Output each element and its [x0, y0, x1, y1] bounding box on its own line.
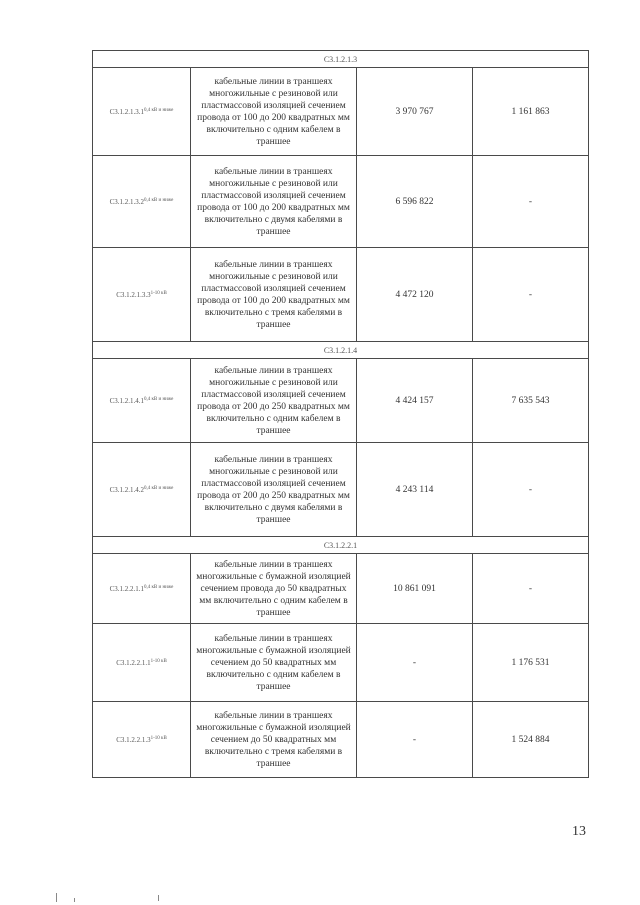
- table-row: [93, 554, 589, 624]
- row-value-2: -: [473, 248, 589, 342]
- row-code: $С3.1.2.2.1.3^{1-10 кВ}$: [93, 702, 191, 778]
- group-header: С3.1.2.1.3: [93, 51, 589, 68]
- row-value-1: 4 243 114: [357, 443, 473, 537]
- table-row: [93, 248, 589, 342]
- row-value-1: 10 861 091: [357, 554, 473, 624]
- row-value-1: -: [357, 624, 473, 702]
- row-description: кабельные линии в траншеях многожильные с резиновой или пластмассовой изоляцией сечением провода от 200 до 250 квадратных мм включительно с одним кабелем в траншее: [191, 359, 357, 443]
- row-description: кабельные линии в траншеях многожильные с резиновой или пластмассовой изоляцией сечением провода от 100 до 200 квадратных мм включительно с одним кабелем в траншее: [191, 68, 357, 156]
- row-value-1: -: [357, 702, 473, 778]
- page-number: 13: [572, 824, 586, 839]
- table-row: [93, 156, 589, 248]
- table-row: [93, 624, 589, 702]
- row-description: кабельные линии в траншеях многожильные с резиновой или пластмассовой изоляцией сечением провода от 100 до 200 квадратных мм включительно с двумя кабелями в траншее: [191, 156, 357, 248]
- table-row: [93, 443, 589, 537]
- row-code: $С3.1.2.2.1.1^{0,4 кВ и ниже}$: [93, 554, 191, 624]
- row-value-1: 3 970 767: [357, 68, 473, 156]
- row-value-2: 1 524 884: [473, 702, 589, 778]
- row-code: $С3.1.2.1.4.2^{0,4 кВ и ниже}$: [93, 443, 191, 537]
- row-code: $С3.1.2.1.3.1^{0,4 кВ и ниже}$: [93, 68, 191, 156]
- row-description: кабельные линии в траншеях многожильные с бумажной изоляцией сечением до 50 квадратных мм включительно с одним кабелем в траншее: [191, 624, 357, 702]
- row-value-1: 6 596 822: [357, 156, 473, 248]
- row-value-2: -: [473, 554, 589, 624]
- row-value-2: 7 635 543: [473, 359, 589, 443]
- table-row: [93, 68, 589, 156]
- group-header-row: [93, 51, 589, 68]
- row-value-1: 4 424 157: [357, 359, 473, 443]
- row-value-2: 1 176 531: [473, 624, 589, 702]
- row-value-2: -: [473, 156, 589, 248]
- table-row: [93, 702, 589, 778]
- row-value-2: -: [473, 443, 589, 537]
- group-header-row: [93, 342, 589, 359]
- scan-marks: [54, 893, 174, 903]
- row-value-2: 1 161 863: [473, 68, 589, 156]
- row-description: кабельные линии в траншеях многожильные с бумажной изоляцией сечением до 50 квадратных мм включительно с тремя кабелями в траншее: [191, 702, 357, 778]
- row-value-1: 4 472 120: [357, 248, 473, 342]
- row-code: $С3.1.2.1.4.1^{0,4 кВ и ниже}$: [93, 359, 191, 443]
- row-code: $С3.1.2.1.3.2^{0,4 кВ и ниже}$: [93, 156, 191, 248]
- row-description: кабельные линии в траншеях многожильные с бумажной изоляцией сечением провода до 50 квадратных мм включительно с одним кабелем в траншее: [191, 554, 357, 624]
- group-header: С3.1.2.2.1: [93, 537, 589, 554]
- row-description: кабельные линии в траншеях многожильные с резиновой или пластмассовой изоляцией сечением провода от 100 до 200 квадратных мм включительно с тремя кабелями в траншее: [191, 248, 357, 342]
- row-code: $С3.1.2.1.3.3^{1-10 кВ}$: [93, 248, 191, 342]
- row-code: $С3.1.2.2.1.1^{1-10 кВ}$: [93, 624, 191, 702]
- row-description: кабельные линии в траншеях многожильные с резиновой или пластмассовой изоляцией сечением провода от 200 до 250 квадратных мм включительно с двумя кабелями в траншее: [191, 443, 357, 537]
- group-header: С3.1.2.1.4: [93, 342, 589, 359]
- tariff-table: [92, 50, 589, 778]
- group-header-row: [93, 537, 589, 554]
- table-row: [93, 359, 589, 443]
